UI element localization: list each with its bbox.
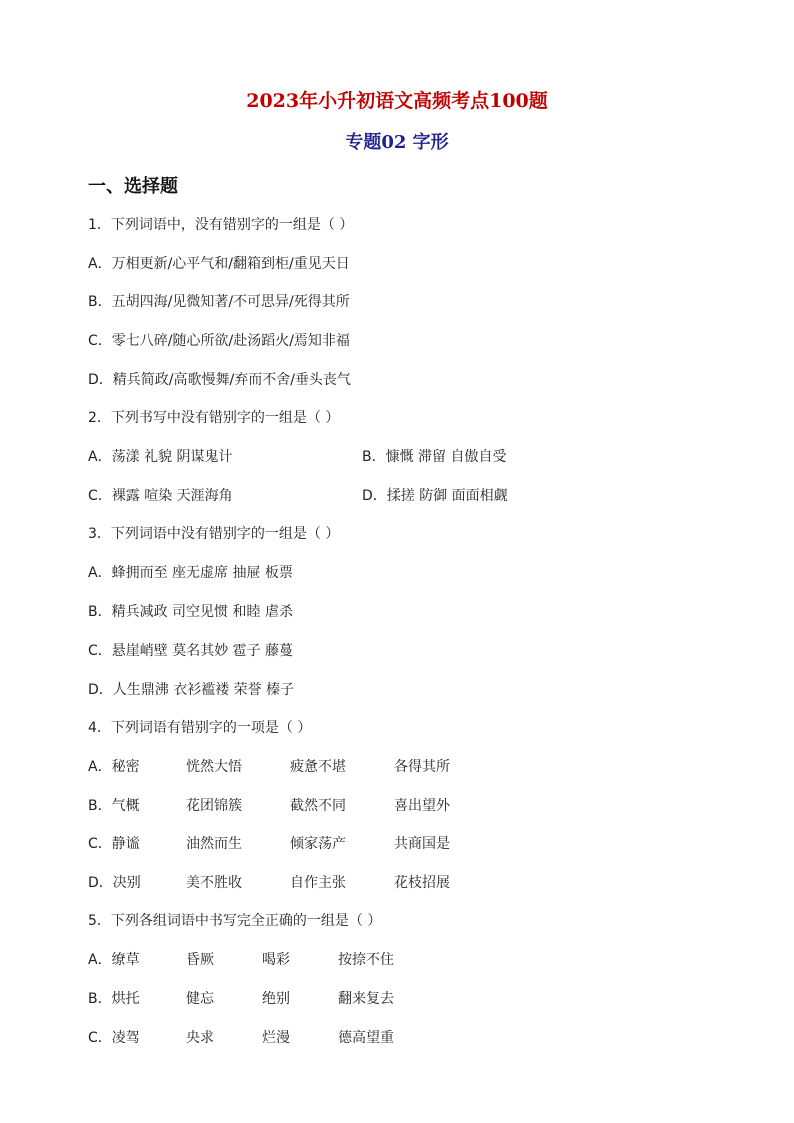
q5-option-b-word-3: 绝别 — [262, 991, 290, 1007]
q3-option-b: B．精兵减政 司空见惯 和睦 虐杀 — [88, 604, 293, 620]
q5-option-b-word-4: 翻来复去 — [338, 991, 394, 1007]
q5-option-a-word-1: A．缭草 — [88, 952, 140, 968]
document-subtitle: 专题02 字形 — [345, 132, 449, 153]
q4-option-a-word-2: 恍然大悟 — [186, 759, 242, 775]
q4-option-d-word-3: 自作主张 — [290, 875, 346, 891]
q4-option-d-word-1: D．决别 — [88, 875, 141, 891]
q4-option-b-word-4: 喜出望外 — [394, 798, 450, 814]
q2-option-c: C．裸露 喧染 天涯海角 — [88, 488, 233, 504]
q5-option-b-word-1: B．烘托 — [88, 991, 140, 1007]
q2-option-d: D．揉搓 防御 面面相觑 — [362, 488, 508, 504]
q1-option-d: D．精兵简政/高歌慢舞/弃而不舍/垂头丧气 — [88, 372, 351, 388]
q4-option-a-word-3: 疲惫不堪 — [290, 759, 346, 775]
q4-option-b-word-2: 花团锦簇 — [186, 798, 242, 814]
q4-option-c-word-4: 共商国是 — [394, 836, 450, 852]
q1-stem: 1．下列词语中，没有错别字的一组是（ ） — [88, 217, 354, 233]
q3-option-a: A．蜂拥而至 座无虚席 抽屉 板票 — [88, 565, 293, 581]
q5-option-a-word-4: 按捺不住 — [338, 952, 394, 968]
q4-option-c-word-1: C．静谧 — [88, 836, 140, 852]
q2-stem: 2．下列书写中没有错别字的一组是（ ） — [88, 410, 340, 426]
q4-option-b-word-1: B．气概 — [88, 798, 140, 814]
q3-option-c: C．悬崖峭壁 莫名其妙 雹子 藤蔓 — [88, 643, 294, 659]
q4-option-b-word-3: 截然不同 — [290, 798, 346, 814]
q5-option-a-word-2: 昏厥 — [186, 952, 214, 968]
q4-stem: 4．下列词语有错别字的一项是（ ） — [88, 720, 312, 736]
q3-option-d: D．人生鼎沸 衣衫褴褛 荣誉 榛子 — [88, 682, 295, 698]
q2-option-b: B．慷慨 滞留 自傲自受 — [362, 449, 507, 465]
q2-option-a: A．荡漾 礼貌 阴谋鬼计 — [88, 449, 233, 465]
q5-option-c-word-1: C．凌驾 — [88, 1030, 140, 1046]
q5-stem: 5．下列各组词语中书写完全正确的一组是（ ） — [88, 913, 382, 929]
q5-option-c-word-4: 德高望重 — [338, 1030, 394, 1046]
q4-option-a-word-4: 各得其所 — [394, 759, 450, 775]
q1-option-c: C．零七八碎/随心所欲/赴汤蹈火/焉知非福 — [88, 333, 350, 349]
q5-option-c-word-3: 烂漫 — [262, 1030, 290, 1046]
q4-option-c-word-3: 倾家荡产 — [290, 836, 346, 852]
section-heading: 一、选择题 — [88, 176, 178, 197]
q5-option-a-word-3: 喝彩 — [262, 952, 290, 968]
q1-option-a: A．万相更新/心平气和/翻箱到柜/重见天日 — [88, 256, 350, 272]
q4-option-d-word-2: 美不胜收 — [186, 875, 242, 891]
q1-option-b: B．五胡四海/见微知著/不可思异/死得其所 — [88, 294, 350, 310]
q5-option-b-word-2: 健忘 — [186, 991, 214, 1007]
q3-stem: 3．下列词语中没有错别字的一组是（ ） — [88, 526, 340, 542]
document-title: 2023年小升初语文高频考点100题 — [246, 90, 548, 112]
q4-option-c-word-2: 油然而生 — [186, 836, 242, 852]
q4-option-a-word-1: A．秘密 — [88, 759, 140, 775]
q5-option-c-word-2: 央求 — [186, 1030, 214, 1046]
q4-option-d-word-4: 花枝招展 — [394, 875, 450, 891]
